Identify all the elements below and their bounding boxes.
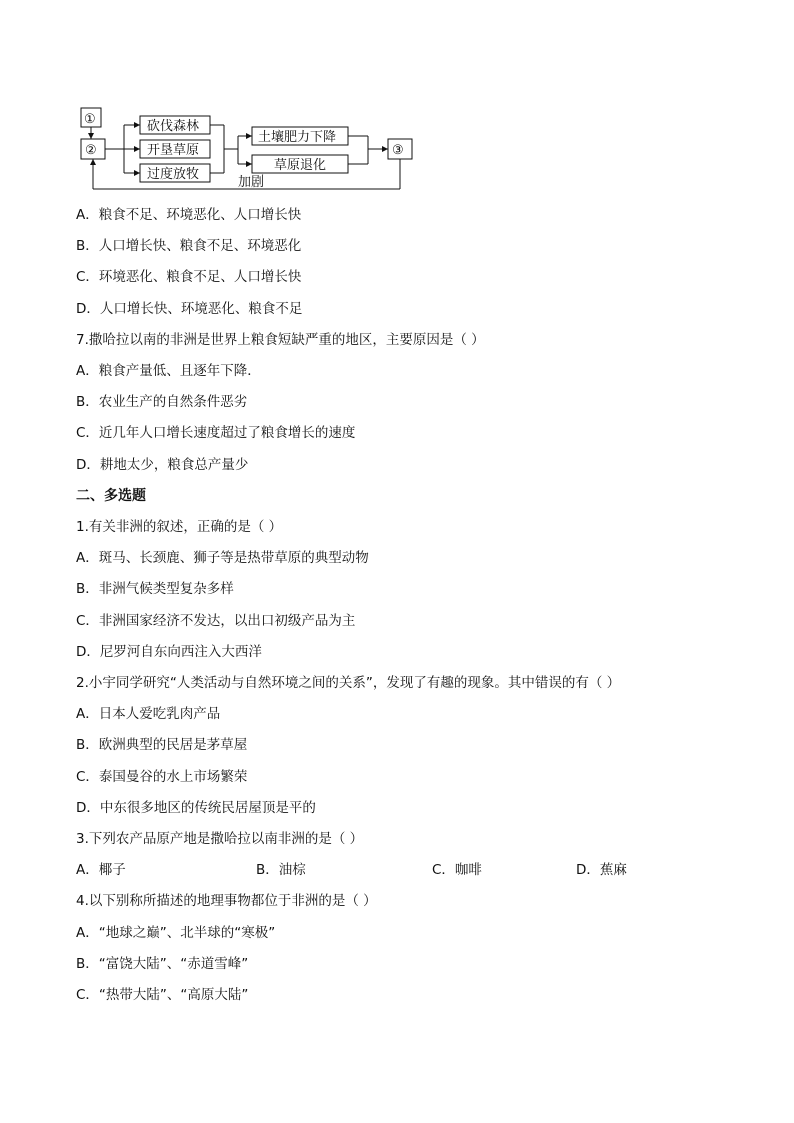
mq4-option-c: C．“热带大陆”、“高原大陆” (76, 987, 249, 1003)
mq3-option-a: A．椰子 (76, 862, 126, 878)
q6-option-a: A．粮食不足、环境恶化、人口增长快 (76, 207, 302, 223)
q6-option-b: B．人口增长快、粮食不足、环境恶化 (76, 238, 302, 254)
q7-option-c: C．近几年人口增长速度超过了粮食增长的速度 (76, 425, 356, 441)
mq2-stem: 2.小宇同学研究“人类活动与自然环境之间的关系”，发现了有趣的现象。其中错误的有（ ） (76, 675, 621, 691)
mq3-option-c: C．咖啡 (432, 862, 482, 878)
cause-label-3: 过度放牧 (147, 167, 200, 182)
q7-stem: 7.撒哈拉以南的非洲是世界上粮食短缺严重的地区，主要原因是（ ） (76, 332, 485, 348)
section-title: 二、多选题 (76, 488, 146, 504)
feedback-label: 加剧 (238, 175, 265, 190)
node-3-label: ③ (392, 143, 404, 158)
mq3-stem: 3.下列农产品原产地是撒哈拉以南非洲的是（ ） (76, 831, 364, 847)
mq2-option-d: D．中东很多地区的传统民居屋顶是平的 (76, 800, 316, 816)
mq1-option-c: C．非洲国家经济不发达，以出口初级产品为主 (76, 613, 356, 629)
effect-label-1: 土壤肥力下降 (258, 130, 337, 145)
mq1-stem: 1.有关非洲的叙述，正确的是（ ） (76, 519, 283, 535)
mq3-option-d: D．蕉麻 (576, 862, 627, 878)
node-2-label: ② (85, 143, 97, 158)
mq4-option-a: A．“地球之巅”、北半球的“寒极” (76, 925, 276, 941)
q7-option-d: D．耕地太少，粮食总产量少 (76, 457, 249, 473)
cause-label-2: 开垦草原 (147, 143, 200, 158)
mq4-stem: 4.以下别称所描述的地理事物都位于非洲的是（ ） (76, 893, 377, 909)
mq3-option-b: B．油棕 (256, 862, 306, 878)
q6-option-c: C．环境恶化、粮食不足、人口增长快 (76, 269, 302, 285)
mq2-option-b: B．欧洲典型的民居是茅草屋 (76, 737, 248, 753)
q6-option-d: D．人口增长快、环境恶化、粮食不足 (76, 301, 303, 317)
q7-option-a: A．粮食产量低、且逐年下降． (76, 363, 261, 379)
mq1-option-b: B．非洲气候类型复杂多样 (76, 581, 234, 597)
mq1-option-a: A．斑马、长颈鹿、狮子等是热带草原的典型动物 (76, 550, 369, 566)
cause-label-1: 砍伐森林 (147, 119, 200, 134)
mq4-option-b: B．“富饶大陆”、“赤道雪峰” (76, 956, 249, 972)
cause-effect-diagram (76, 104, 421, 192)
mq2-option-c: C．泰国曼谷的水上市场繁荣 (76, 769, 248, 785)
effect-label-2: 草原退化 (274, 158, 327, 173)
mq2-option-a: A．日本人爱吃乳肉产品 (76, 706, 221, 722)
node-1-label: ① (84, 112, 96, 127)
mq1-option-d: D．尼罗河自东向西注入大西洋 (76, 644, 262, 660)
q7-option-b: B．农业生产的自然条件恶劣 (76, 394, 248, 410)
